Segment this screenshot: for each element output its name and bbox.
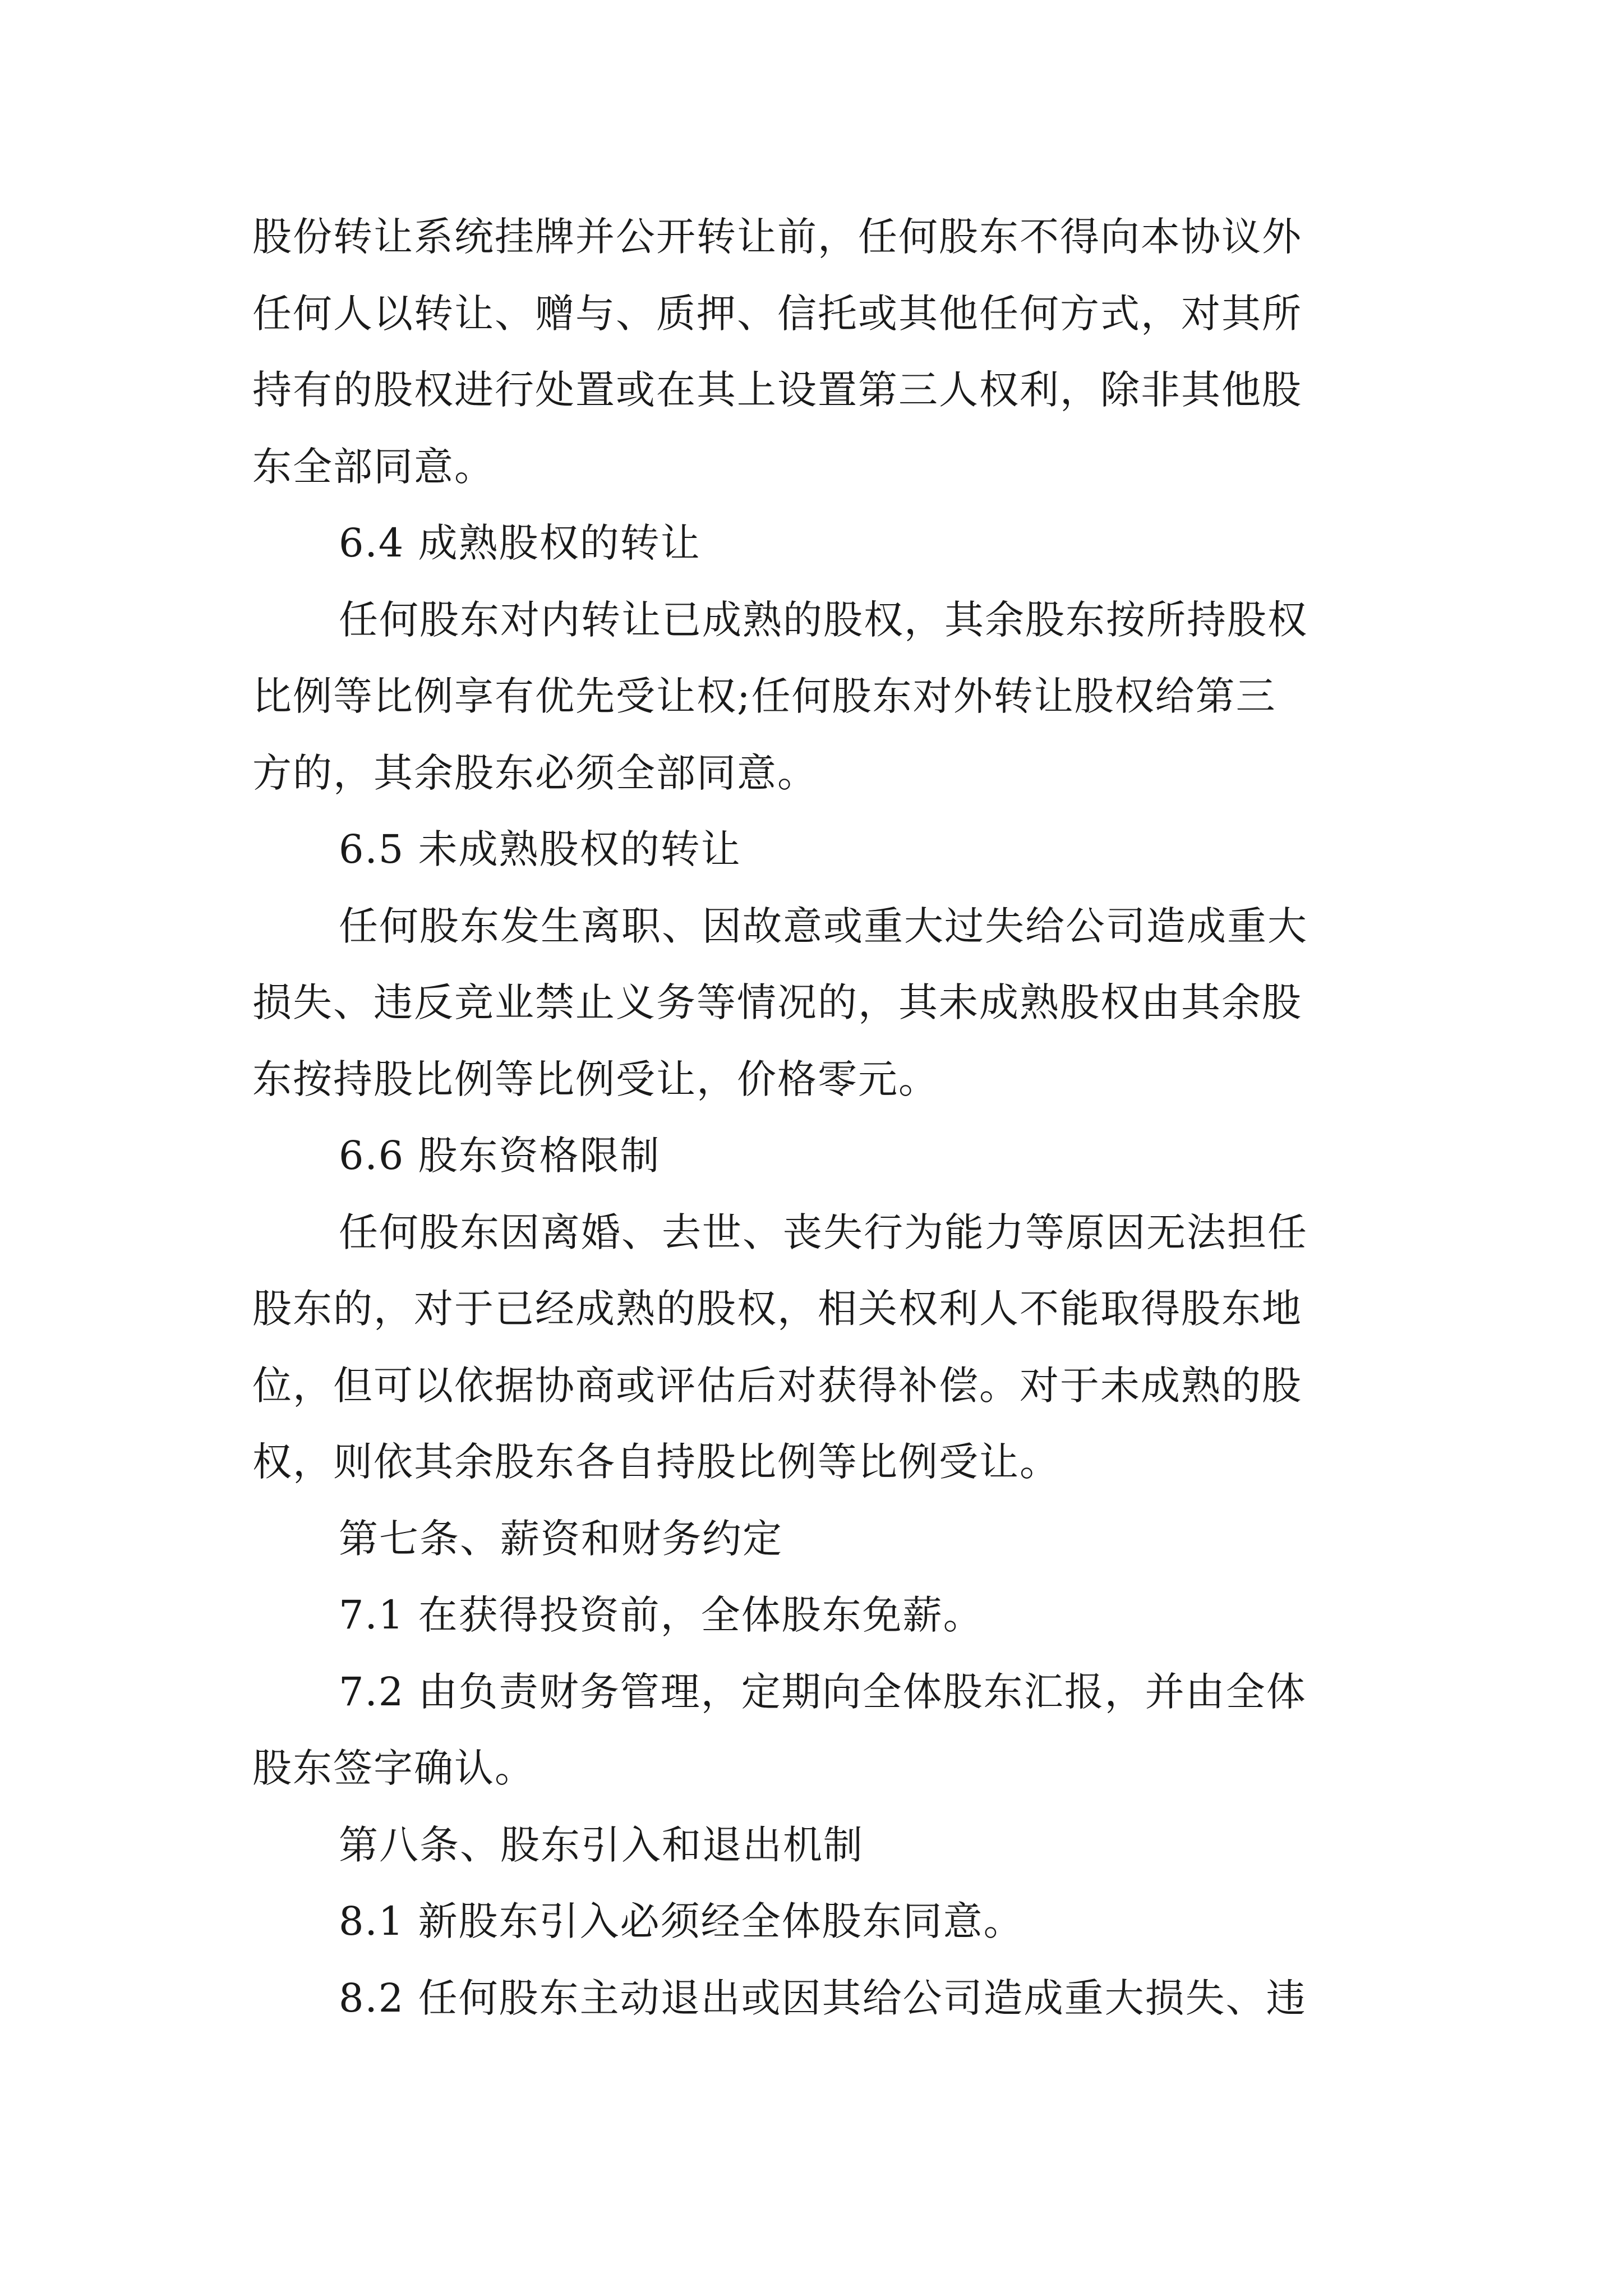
article-heading-7: 第七条、薪资和财务约定 bbox=[339, 1516, 783, 1562]
body-text-line: 股东签字确认。 bbox=[252, 1745, 535, 1791]
clause-7-1: 7.1 在获得投资前，全体股东免薪。 bbox=[339, 1592, 984, 1638]
article-heading-8: 第八条、股东引入和退出机制 bbox=[339, 1822, 864, 1868]
section-heading-6-4: 6.4 成熟股权的转让 bbox=[339, 520, 701, 566]
body-text-line: 东全部同意。 bbox=[252, 444, 495, 490]
body-text-line: 损失、违反竞业禁止义务等情况的，其未成熟股权由其余股 bbox=[252, 979, 1302, 1025]
clause-8-1: 8.1 新股东引入必须经全体股东同意。 bbox=[339, 1898, 1024, 1944]
body-text-line: 股份转让系统挂牌并公开转让前，任何股东不得向本协议外 bbox=[252, 214, 1302, 260]
body-text-line: 任何股东发生离职、因故意或重大过失给公司造成重大 bbox=[339, 903, 1308, 949]
clause-7-2: 7.2 由负责财务管理，定期向全体股东汇报，并由全体 bbox=[339, 1669, 1307, 1715]
body-text-line: 权，则依其余股东各自持股比例等比例受让。 bbox=[252, 1439, 1060, 1485]
body-text-line: 持有的股权进行处置或在其上设置第三人权利，除非其他股 bbox=[252, 367, 1302, 413]
clause-8-2: 8.2 任何股东主动退出或因其给公司造成重大损失、违 bbox=[339, 1975, 1307, 2021]
body-text-line: 比例等比例享有优先受让权;任何股东对外转让股权给第三 bbox=[252, 673, 1276, 719]
body-text-line: 股东的，对于已经成熟的股权，相关权利人不能取得股东地 bbox=[252, 1286, 1302, 1332]
body-text-line: 任何股东因离婚、去世、丧失行为能力等原因无法担任 bbox=[339, 1209, 1308, 1255]
body-text-line: 任何股东对内转让已成熟的股权，其余股东按所持股权 bbox=[339, 597, 1308, 643]
body-text-line: 方的，其余股东必须全部同意。 bbox=[252, 750, 818, 796]
body-text-line: 任何人以转让、赠与、质押、信托或其他任何方式，对其所 bbox=[252, 291, 1302, 337]
section-heading-6-5: 6.5 未成熟股权的转让 bbox=[339, 826, 741, 872]
body-text-line: 东按持股比例等比例受让，价格零元。 bbox=[252, 1056, 939, 1102]
section-heading-6-6: 6.6 股东资格限制 bbox=[339, 1133, 661, 1179]
body-text-line: 位，但可以依据协商或评估后对获得补偿。对于未成熟的股 bbox=[252, 1363, 1302, 1409]
